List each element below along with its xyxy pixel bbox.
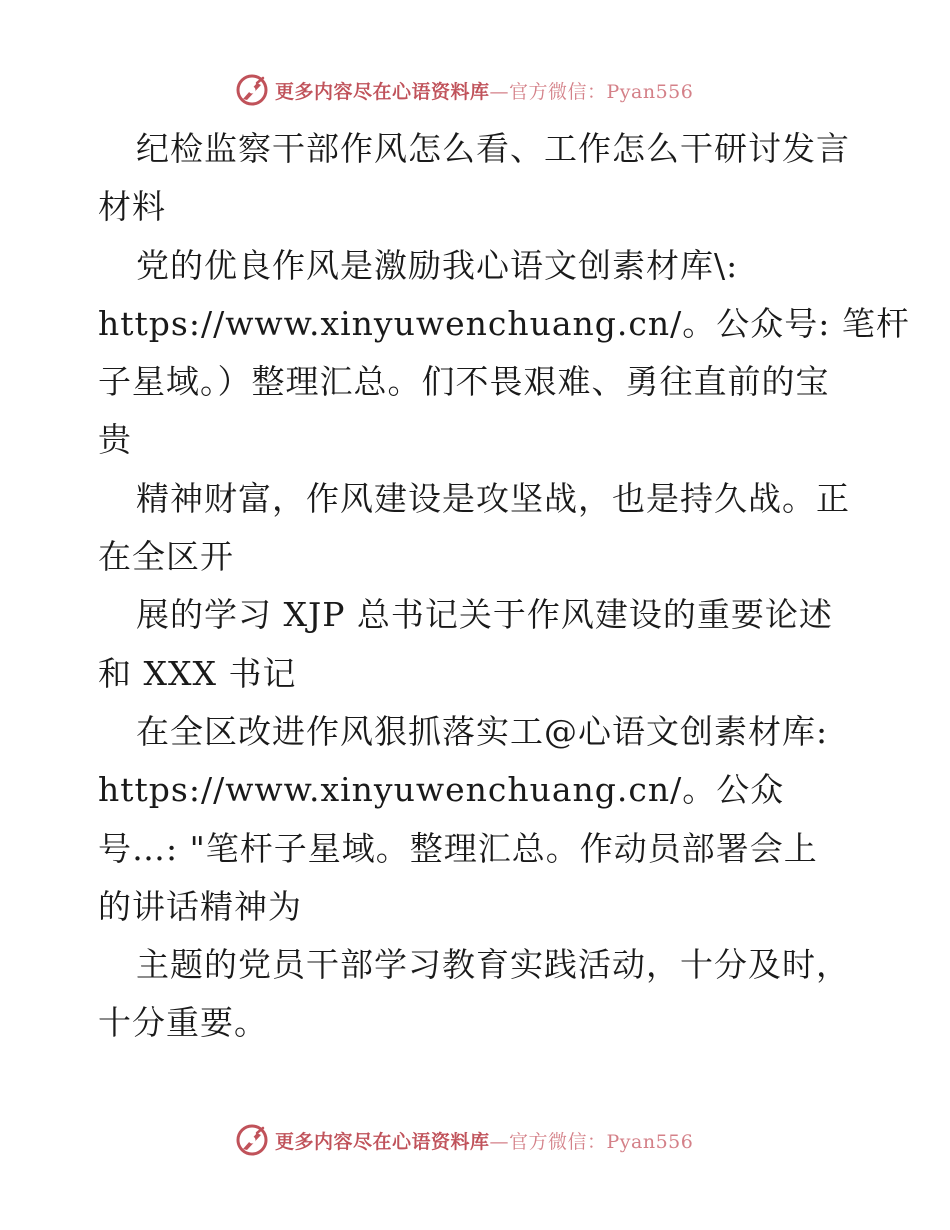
paragraph-line: 十分重要。 xyxy=(98,1003,268,1043)
document-title-line: 纪检监察干部作风怎么看、工作怎么干研讨发言 xyxy=(136,129,850,168)
document-title-line: 材料 xyxy=(98,187,166,227)
paragraph-line: 主题的党员干部学习教育实践活动，十分及时， xyxy=(136,945,850,985)
paragraph-line: 在全区改进作风狠抓落实工@心语文创素材库: xyxy=(136,711,829,751)
banner-text xyxy=(275,77,693,104)
paragraph-line: 党的优良作风是激励我心语文创素材库\: xyxy=(136,245,739,285)
paragraph-line: 号…: "笔杆子星域。整理汇总。作动员部署会上 xyxy=(98,828,818,868)
header-banner xyxy=(235,72,715,108)
quill-pen-circle-icon xyxy=(235,1123,269,1157)
paragraph-line: 展的学习 XJP 总书记关于作风建设的重要论述 xyxy=(136,595,833,635)
paragraph-line: 子星域。）整理汇总。们不畏艰难、勇往直前的宝 xyxy=(98,362,830,402)
banner-contact: —官方微信：Pyan556 xyxy=(489,80,694,103)
paragraph-line: https://www.xinyuwenchuang.cn/。公众号: 笔杆 xyxy=(98,303,910,343)
paragraph-line: 贵 xyxy=(98,420,132,460)
quill-pen-circle-icon xyxy=(235,73,269,107)
paragraph-line: 在全区开 xyxy=(98,537,234,577)
banner-contact: —官方微信：Pyan556 xyxy=(489,1130,694,1153)
paragraph-line: 和 XXX 书记 xyxy=(98,653,297,693)
paragraph-line: 精神财富，作风建设是攻坚战，也是持久战。正 xyxy=(136,478,850,518)
paragraph-line: https://www.xinyuwenchuang.cn/。公众 xyxy=(98,770,785,810)
banner-brand: 更多内容尽在心语资料库 xyxy=(275,1130,490,1153)
document-body xyxy=(98,120,910,1053)
banner-brand: 更多内容尽在心语资料库 xyxy=(275,80,490,103)
paragraph-line: 的讲话精神为 xyxy=(98,886,302,926)
footer-banner xyxy=(235,1122,715,1158)
banner-text xyxy=(275,1127,693,1154)
